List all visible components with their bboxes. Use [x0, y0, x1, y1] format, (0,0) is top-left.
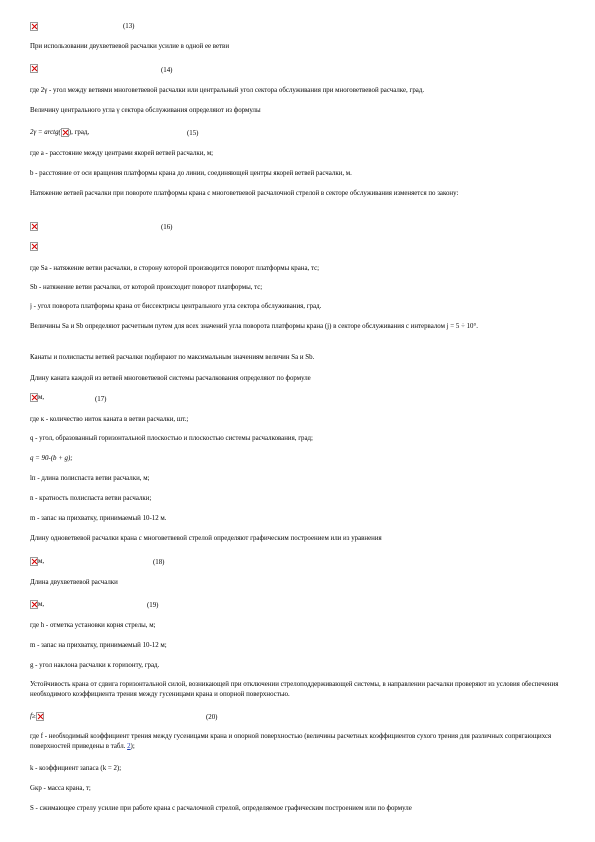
equation-number: (17) — [95, 396, 107, 403]
broken-image-icon — [30, 600, 38, 609]
paragraph: При использовании двухветвевой расчалки усилие в одной ее ветви — [30, 43, 230, 50]
formula-inline: q = 90-(b + g); — [30, 455, 73, 462]
paragraph: где h - отметка установки корня стрелы, м; — [30, 622, 156, 629]
broken-image-icon — [30, 242, 38, 251]
formula-16-line — [30, 222, 570, 232]
equation-number: (18) — [153, 559, 165, 566]
formula-14-line — [30, 64, 570, 74]
formula-15-line — [30, 128, 570, 138]
paragraph: n - кратность полиспаста ветви расчалки; — [30, 495, 152, 502]
paragraph: где к - количество ниток каната в ветви расчалки, шт.; — [30, 416, 189, 423]
paragraph: Длину одноветвевой расчалки крана с многоветвевой стрелой определяют графическим построением или из уравнения — [30, 535, 382, 542]
equation-number: (19) — [147, 602, 159, 609]
paragraph: Устойчивость крана от сдвига горизонтальной силой, возникающей при отключении стрелоподдерживающей системы, в направлении расчалки проверяют из условия обеспечения необходимого коэффициента трения между гусеницами крана и опорной поверхностью. — [30, 681, 559, 698]
paragraph: где а - расстояние между центрами якорей ветвей расчалки, м; — [30, 150, 214, 157]
formula-text: 2γ = arctg( — [30, 129, 61, 137]
formula-18-line — [30, 557, 570, 567]
formula-20-line — [30, 712, 570, 722]
broken-image-icon — [30, 393, 38, 402]
broken-image-icon — [30, 64, 38, 73]
equation-number: (14) — [161, 67, 173, 74]
paragraph: где 2γ - угол между ветвями многоветвевой расчалки или центральный угол сектора обслуживания при многоветвевой расчалке, град. — [30, 87, 425, 94]
paragraph: lп - длина полиспаста ветви расчалки, м; — [30, 475, 150, 482]
formula-unit: м, — [38, 558, 45, 566]
formula-19-line — [30, 600, 570, 610]
paragraph: Канаты и полиспасты ветвей расчалки подбирают по максимальным значениям величин Sa и Sb. — [30, 354, 315, 361]
paragraph: где Sa - натяжение ветви расчалки, в сторону которой производится поворот платформы крана, тс; — [30, 265, 320, 272]
paragraph: q - угол, образованный горизонтальной плоскостью и плоскостью системы расчалкования, град; — [30, 435, 313, 442]
table-2-link[interactable]: 2 — [127, 742, 131, 750]
broken-image-icon — [36, 712, 44, 721]
formula-text: ), град, — [68, 129, 90, 137]
paragraph: S - сжимающее стрелу усилие при работе крана с расчалочной стрелой, определяемое графическим построением или по формуле — [30, 805, 412, 812]
paragraph: Sb - натяжение ветви расчалки, от которой происходит поворот платформы, тс; — [30, 284, 263, 291]
broken-image-icon — [61, 128, 69, 137]
paragraph: g - угол наклона расчалки к горизонту, град. — [30, 662, 160, 669]
paragraph: b - расстояние от оси вращения платформы крана до линии, соединяющей центры якорей ветвей расчалки, м. — [30, 170, 352, 177]
formula-unit: м, — [38, 601, 45, 609]
formula-unit: м, — [38, 394, 45, 402]
paragraph-text: ); — [130, 742, 135, 750]
broken-image-icon — [30, 557, 38, 566]
formula-text: f≥ — [30, 713, 36, 721]
paragraph: m - запас на прихватку, принимаемый 10-12 м; — [30, 642, 167, 649]
equation-number: (13) — [123, 23, 135, 30]
equation-number: (20) — [206, 714, 218, 721]
equation-number: (16) — [161, 224, 173, 231]
paragraph: Gкр - масса крана, т; — [30, 785, 91, 792]
formula-13-line — [30, 22, 570, 32]
paragraph: Длину каната каждой из ветвей многоветвевой системы расчалкования определяют по формуле — [30, 375, 311, 382]
paragraph: Величину центрального угла γ сектора обслуживания определяют из формулы — [30, 107, 261, 114]
paragraph: j - угол поворота платформы крана от биссектрисы центрального угла сектора обслуживания, град. — [30, 303, 322, 310]
paragraph — [30, 732, 570, 751]
paragraph: k - коэффициент запаса (k = 2); — [30, 765, 122, 772]
paragraph: m - запас на прихватку, принимаемый 10-12 м. — [30, 515, 167, 522]
paragraph: Длина двухветвевой расчалки — [30, 579, 118, 586]
paragraph: Величины Sa и Sb определяют расчетным путем для всех значений угла поворота платформы крана (j) в секторе обслуживания с интервалом j = 5 ÷ 10°. — [30, 323, 478, 330]
paragraph-text: где f - необходимый коэффициент трения между гусеницами крана и опорной поверхностью (величины расчетных коэффициентов сухого трения для различных сопрягающихся поверхностей приведены в табл. — [30, 733, 552, 750]
broken-image-icon — [30, 22, 38, 31]
paragraph: Натяжение ветвей расчалки при повороте платформы крана с многоветвевой расчалочной стрелой в секторе обслуживания изменяется по закону: — [30, 190, 459, 197]
formula-16b-line — [30, 242, 570, 252]
formula-17-line — [30, 393, 570, 403]
equation-number: (15) — [187, 130, 199, 137]
broken-image-icon — [30, 222, 38, 231]
